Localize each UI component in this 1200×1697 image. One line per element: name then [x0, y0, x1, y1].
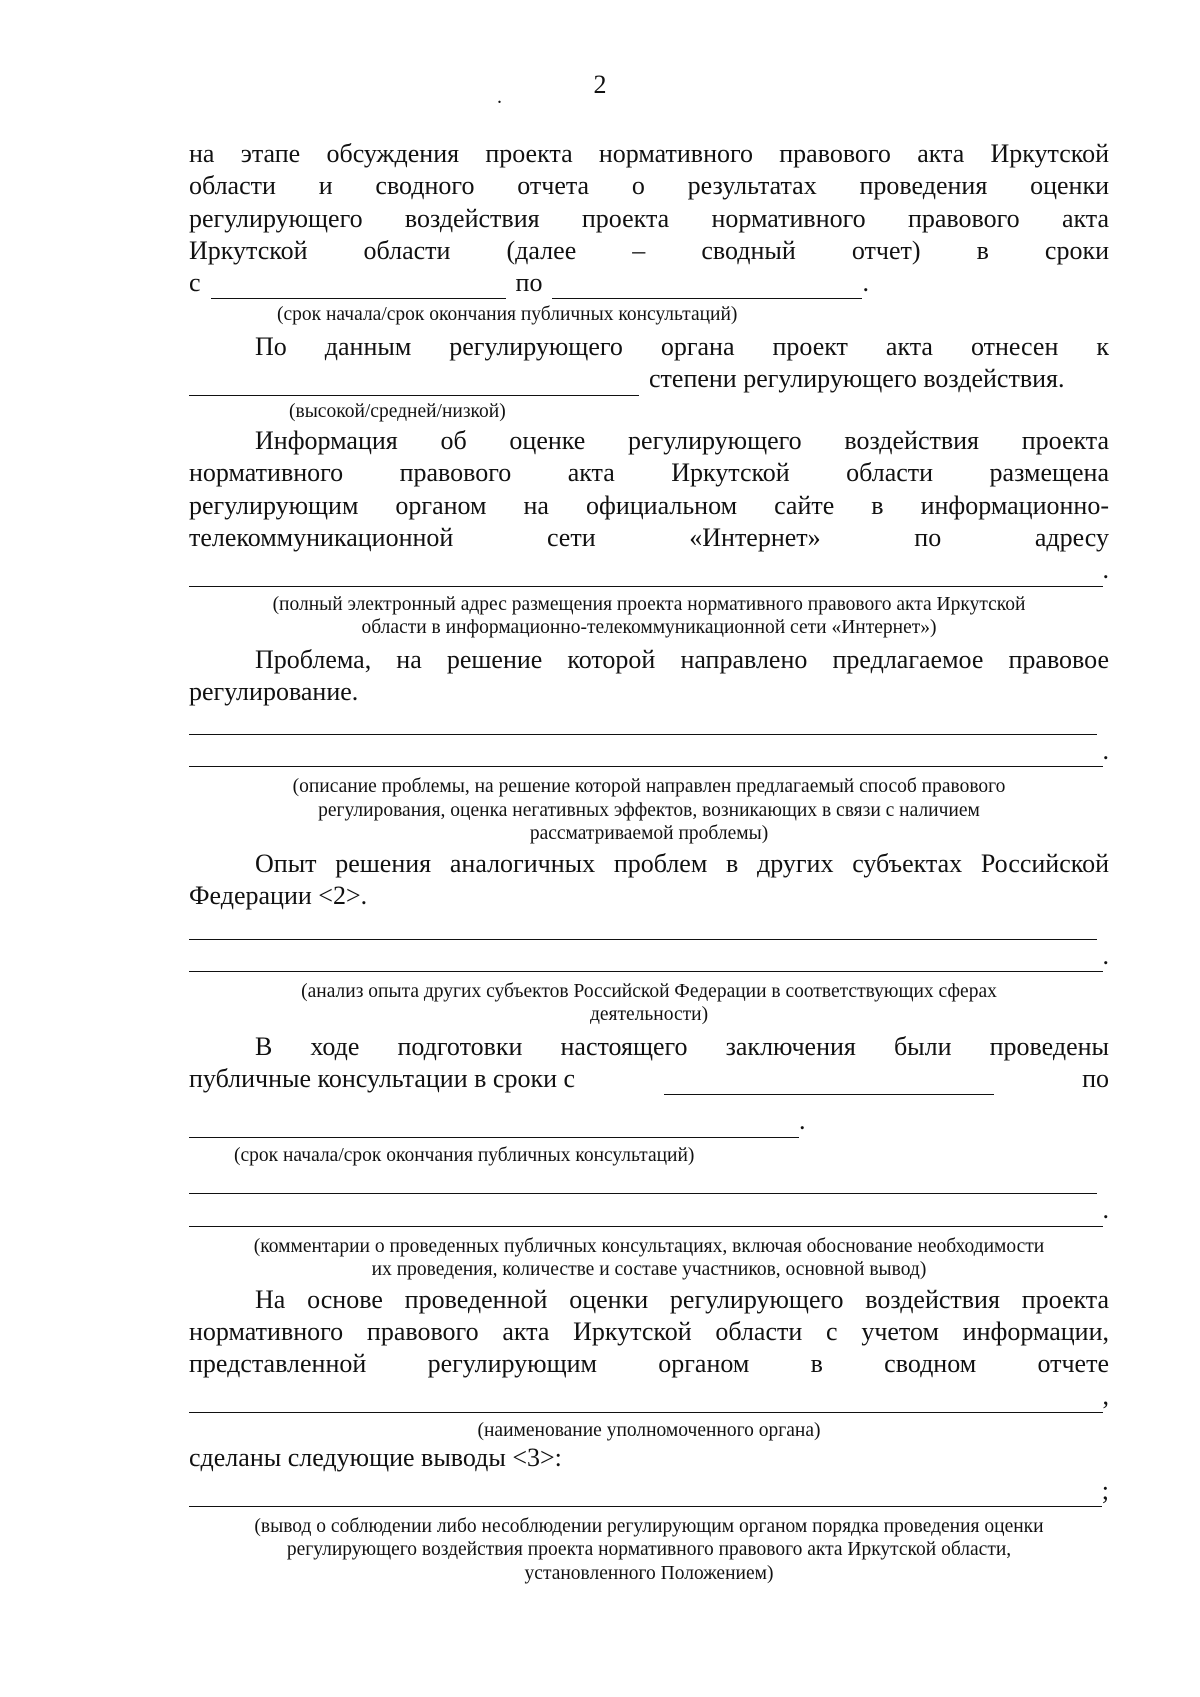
consult-to-label: по: [1082, 1064, 1109, 1094]
caption-address-2: области в информационно-телекоммуникационной сети «Интернет»): [361, 617, 937, 639]
consult-blank-row-2: [189, 1194, 1109, 1226]
experience-blank-row-1: [189, 913, 1109, 940]
experience-line-1: Опыт решения аналогичных проблем в других субъектах Российской: [255, 848, 1109, 878]
caption-experience-2: деятельности): [589, 1004, 709, 1026]
to-label: по: [515, 268, 543, 298]
problem-blank-row-2: [189, 735, 1109, 767]
caption-conclusion-2: регулирующего воздействия проекта нормативного правового акта Иркутской области,: [286, 1539, 1012, 1561]
consult-start-blank: [664, 1068, 994, 1095]
conclusion-line-3: представленной регулирующим органом в сводном отчете: [189, 1349, 1109, 1379]
consult-end-punct: .: [799, 1106, 806, 1136]
caption-problem-3: рассматриваемой проблемы): [529, 823, 769, 845]
consult-line-2: [189, 1063, 1109, 1095]
intro-line-3: регулирующего воздействия проекта нормативного правового акта: [189, 203, 1109, 233]
period-end-punct: .: [862, 268, 869, 298]
caption-experience-1: (анализ опыта других субъектов Российской Федерации в соответствующих сферах: [301, 980, 997, 1002]
caption-consult-1: (комментарии о проведенных публичных консультациях, включая обоснование необходимости: [253, 1235, 1045, 1257]
consult-comment-blank-2: [189, 1200, 1103, 1227]
degree-tail: степени регулирующего воздействия.: [649, 364, 1065, 394]
end-date-blank: [552, 272, 862, 299]
caption-authority: (наименование уполномоченного органа): [477, 1419, 821, 1441]
conclusion-end-punct: ;: [1101, 1475, 1109, 1505]
degree-line-1: По данным регулирующего органа проект акта отнесен к: [255, 331, 1109, 361]
address-end-punct: .: [1102, 555, 1109, 585]
degree-blank: [189, 369, 639, 396]
conclusion-line-1: На основе проведенной оценки регулирующего воздействия проекта: [255, 1284, 1109, 1314]
consult-comment-blank-1: [189, 1167, 1097, 1194]
conclusion-line-4: сделаны следующие выводы <3>:: [189, 1443, 562, 1473]
info-line-2: нормативного правового акта Иркутской области размещена: [189, 458, 1109, 488]
stray-mark: .: [497, 86, 502, 108]
caption-degree: (высокой/средней/низкой): [289, 400, 506, 422]
intro-line-1: на этапе обсуждения проекта нормативного правового акта Иркутской: [189, 139, 1109, 168]
info-line-1: Информация об оценке регулирующего воздействия проекта: [255, 426, 1109, 456]
start-date-blank: [211, 272, 506, 299]
consult-line-1: В ходе подготовки настоящего заключения были проведены: [255, 1031, 1109, 1061]
page-number: 2: [593, 70, 607, 99]
caption-conclusion-1: (вывод о соблюдении либо несоблюдении регулирующим органом порядка проведения оценки: [254, 1515, 1044, 1537]
caption-conclusion-3: установленного Положением): [524, 1562, 774, 1584]
address-blank: [189, 560, 1103, 587]
experience-blank-1: [189, 913, 1097, 940]
consult-blank-row-1: [189, 1167, 1109, 1194]
problem-blank-row-1: [189, 708, 1109, 735]
caption-consult-period: (срок начала/срок окончания публичных консультаций): [277, 304, 738, 326]
caption-consult-2: их проведения, количестве и составе участников, основной вывод): [371, 1259, 927, 1281]
problem-end-punct: .: [1102, 736, 1109, 766]
caption-problem-1: (описание проблемы, на решение которой направлен предлагаемый способ правового: [292, 776, 1006, 798]
intro-line-4: Иркутской области (далее – сводный отчет) в сроки: [189, 235, 1109, 265]
caption-address-1: (полный электронный адрес размещения проекта нормативного правового акта Иркутской: [272, 593, 1026, 615]
degree-row: [189, 363, 1109, 395]
authority-end-punct: ,: [1102, 1381, 1109, 1411]
caption-problem-2: регулирования, оценка негативных эффектов, возникающих в связи с наличием: [318, 799, 980, 821]
info-line-4: телекоммуникационной сети «Интернет» по адресу: [189, 522, 1109, 552]
authority-row: [189, 1380, 1109, 1412]
experience-line-2: Федерации <2>.: [189, 881, 368, 911]
info-line-3: регулирующим органом на официальном сайте в информационно-: [189, 490, 1109, 520]
consult-end-blank: [189, 1111, 799, 1138]
address-row: [189, 554, 1109, 586]
conclusion-blank: [189, 1480, 1102, 1507]
problem-line-2: регулирование.: [189, 676, 359, 706]
consult-line-2a: публичные консультации в сроки с: [189, 1064, 576, 1094]
authority-blank: [189, 1386, 1103, 1413]
consult-period-row: [189, 267, 1109, 299]
problem-line-1: Проблема, на решение которой направлено предлагаемое правовое: [255, 644, 1109, 674]
consult-comment-end-punct: .: [1102, 1195, 1109, 1225]
consult-end-row: [189, 1105, 1109, 1137]
experience-blank-row-2: [189, 940, 1109, 972]
conclusion-line-2: нормативного правового акта Иркутской области с учетом информации,: [189, 1316, 1109, 1346]
problem-blank-2: [189, 740, 1103, 767]
caption-consult-period-2: (срок начала/срок окончания публичных консультаций): [234, 1144, 695, 1166]
conclusion-blank-row: [189, 1475, 1109, 1507]
experience-blank-2: [189, 945, 1103, 972]
intro-line-2: области и сводного отчета о результатах проведения оценки: [189, 171, 1109, 201]
experience-end-punct: .: [1102, 940, 1109, 970]
from-label: с: [189, 268, 201, 298]
document-body: [189, 138, 1109, 1585]
problem-blank-1: [189, 708, 1097, 735]
